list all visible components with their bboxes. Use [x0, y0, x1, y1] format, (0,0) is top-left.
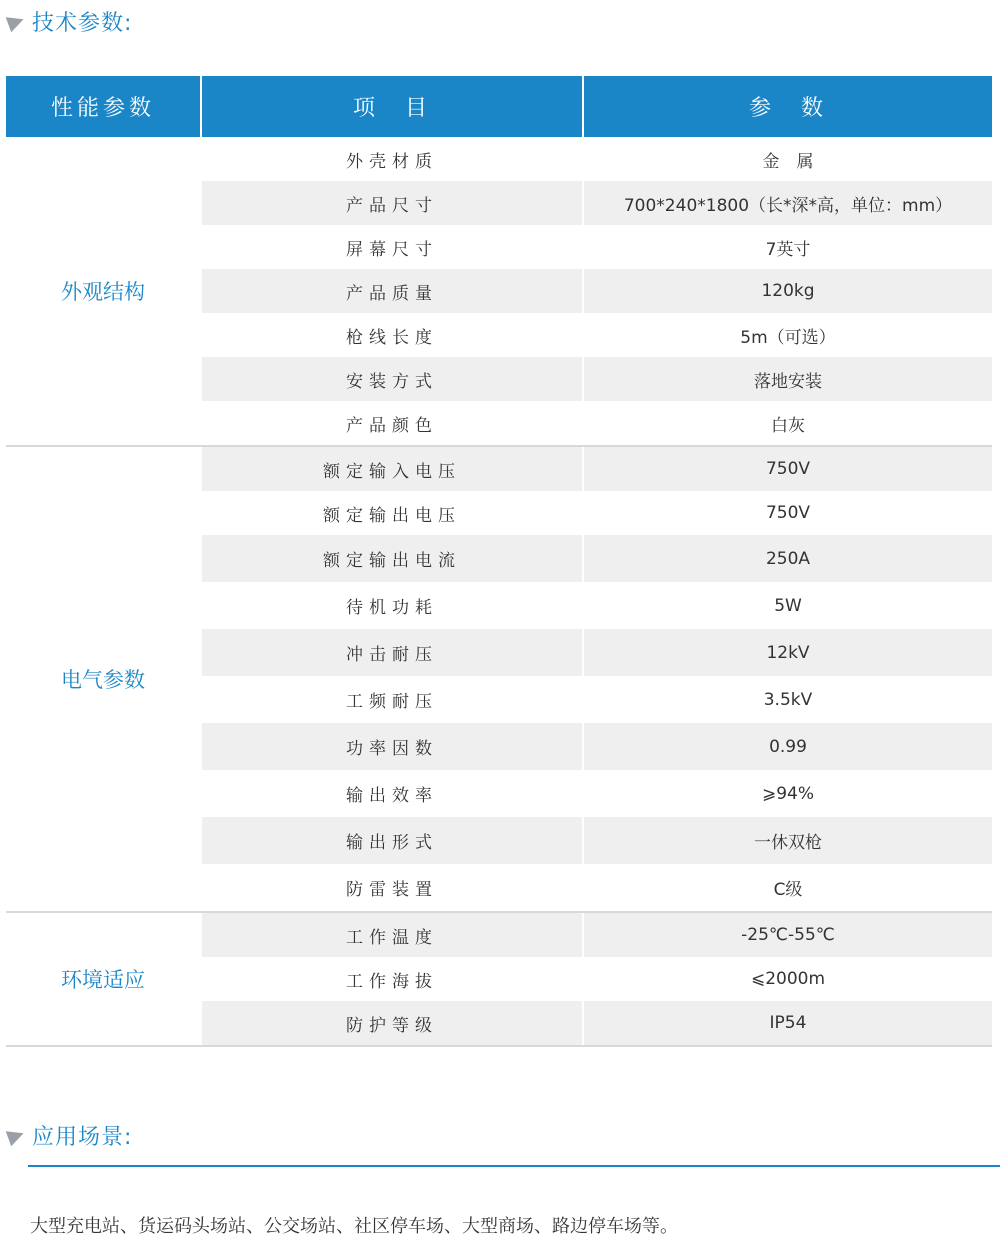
spec-item: 防雷装置: [201, 864, 583, 912]
table-row: [6, 137, 992, 181]
spec-value: 7英寸: [583, 225, 992, 269]
spec-item: 输出形式: [201, 817, 583, 864]
table-row: [6, 446, 992, 491]
spec-value: -25℃-55℃: [583, 912, 992, 957]
group-label: 外观结构: [6, 137, 201, 446]
spec-item: 工频耐压: [201, 676, 583, 723]
spec-table: [6, 76, 992, 1047]
section-divider: [28, 1165, 1000, 1167]
application-scenarios-text: 大型充电站、货运码头场站、公交场站、社区停车场、大型商场、路边停车场等。: [30, 1216, 678, 1237]
header-performance: 性能参数: [6, 76, 201, 137]
group-label: 环境适应: [6, 912, 201, 1046]
spec-value: 120kg: [583, 269, 992, 313]
application-title: 应用场景:: [32, 1125, 133, 1150]
table-row: [6, 912, 992, 957]
spec-value: 700*240*1800（长*深*高，单位：mm）: [583, 181, 992, 225]
spec-value: 落地安装: [583, 357, 992, 401]
spec-item: 安装方式: [201, 357, 583, 401]
spec-item: 额定输出电流: [201, 535, 583, 582]
spec-item: 额定输入电压: [201, 446, 583, 491]
spec-value: C级: [583, 864, 992, 912]
spec-item: 产品颜色: [201, 401, 583, 446]
header-item: 项 目: [201, 76, 583, 137]
spec-value: 3.5kV: [583, 676, 992, 723]
spec-item: 待机功耗: [201, 582, 583, 629]
spec-table-header: [6, 76, 992, 137]
spec-value: IP54: [583, 1001, 992, 1046]
spec-value: 750V: [583, 491, 992, 535]
spec-value: 12kV: [583, 629, 992, 676]
spec-item: 工作海拔: [201, 957, 583, 1001]
spec-item: 屏幕尺寸: [201, 225, 583, 269]
spec-value: 5W: [583, 582, 992, 629]
spec-value: 白灰: [583, 401, 992, 446]
spec-item: 外壳材质: [201, 137, 583, 181]
triangle-bullet-icon: [6, 11, 27, 32]
section-title-application: [8, 1120, 132, 1151]
spec-value: 750V: [583, 446, 992, 491]
spec-item: 工作温度: [201, 912, 583, 957]
spec-value: 250A: [583, 535, 992, 582]
spec-value: 0.99: [583, 723, 992, 770]
spec-value: 5m（可选）: [583, 313, 992, 357]
triangle-bullet-icon: [6, 1125, 27, 1146]
tech-params-title: 技术参数:: [32, 11, 133, 36]
spec-value: 金 属: [583, 137, 992, 181]
spec-value: ⩽2000m: [583, 957, 992, 1001]
spec-value: 一休双枪: [583, 817, 992, 864]
spec-item: 额定输出电压: [201, 491, 583, 535]
section-title-tech-params: [8, 6, 132, 37]
spec-item: 产品质量: [201, 269, 583, 313]
spec-item: 功率因数: [201, 723, 583, 770]
spec-item: 产品尺寸: [201, 181, 583, 225]
spec-item: 枪线长度: [201, 313, 583, 357]
spec-value: ⩾94%: [583, 770, 992, 817]
group-label: 电气参数: [6, 446, 201, 912]
spec-item: 输出效率: [201, 770, 583, 817]
spec-item: 防护等级: [201, 1001, 583, 1046]
spec-item: 冲击耐压: [201, 629, 583, 676]
header-value: 参 数: [583, 76, 992, 137]
